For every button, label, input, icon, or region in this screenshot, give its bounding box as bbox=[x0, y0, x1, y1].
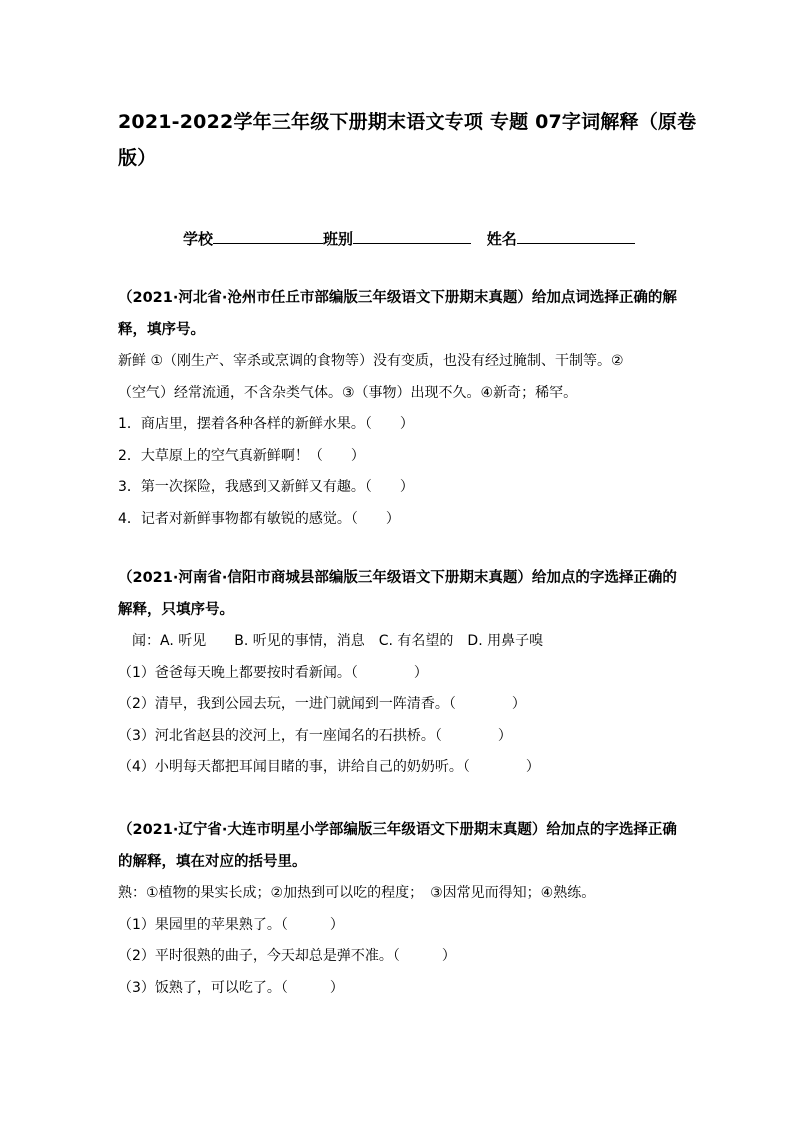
class-label: 班别 bbox=[323, 230, 354, 248]
name-blank[interactable] bbox=[517, 227, 635, 244]
section-header: （2021·河北省·沧州市任丘市部编版三年级语文下册期末真题）给加点词选择正确的解释，填序号。 bbox=[118, 290, 677, 338]
school-label: 学校 bbox=[183, 230, 214, 248]
question-item: 4．记者对新鲜事物都有敏锐的感觉。（ ） bbox=[118, 510, 400, 527]
question-item: （2）平时很熟的曲子，今天却总是弹不准。（ ） bbox=[118, 948, 456, 964]
question-item: 1．商店里，摆着各种各样的新鲜水果。（ ） bbox=[118, 416, 414, 432]
section-header: （2021·辽宁省·大连市明星小学部编版三年级语文下册期末真题）给加点的字选择正确的解释，填在对应的括号里。 bbox=[118, 822, 677, 870]
question-item: 2．大草原上的空气真新鲜啊！（ ） bbox=[118, 447, 365, 464]
question-section-2 bbox=[118, 563, 688, 784]
question-item: （3）饭熟了，可以吃了。（ ） bbox=[118, 979, 344, 996]
student-info-line bbox=[183, 227, 635, 250]
question-item: （1）果园里的苹果熟了。（ ） bbox=[118, 916, 344, 933]
name-label: 姓名 bbox=[486, 230, 517, 248]
definition-line: （空气）经常流通，不含杂类气体。③（事物）出现不久。④新奇；稀罕。 bbox=[118, 384, 578, 401]
question-item: （1）爸爸每天晚上都要按时看新闻。（ ） bbox=[118, 664, 428, 681]
question-item: （3）河北省赵县的洨河上，有一座闻名的石拱桥。（ ） bbox=[118, 727, 512, 744]
class-blank[interactable] bbox=[353, 227, 471, 244]
definition-line: 新鲜 ①（刚生产、宰杀或烹调的食物等）没有变质，也没有经过腌制、干制等。② bbox=[118, 353, 624, 369]
definition-line: 闻：A. 听见 B. 听见的事情，消息 C. 有名望的 D. 用鼻子嗅 bbox=[118, 633, 544, 649]
question-section-1 bbox=[118, 283, 688, 535]
definition-line: 熟：①植物的果实长成；②加热到可以吃的程度； ③因常见而得知；④熟练。 bbox=[118, 885, 596, 901]
question-item: （4）小明每天都把耳闻目睹的事，讲给自己的奶奶听。（ ） bbox=[118, 759, 540, 775]
page-title: 2021-2022学年三年级下册期末语文专项 专题 07字词解释（原卷版） bbox=[118, 111, 697, 169]
question-item: （2）清早，我到公园去玩，一进门就闻到一阵清香。（ ） bbox=[118, 696, 526, 712]
section-header: （2021·河南省·信阳市商城县部编版三年级语文下册期末真题）给加点的字选择正确的解释，只填序号。 bbox=[118, 570, 677, 618]
question-item: 3．第一次探险，我感到又新鲜又有趣。（ ） bbox=[118, 479, 414, 495]
question-section-3 bbox=[118, 815, 688, 1004]
school-blank[interactable] bbox=[213, 227, 323, 244]
